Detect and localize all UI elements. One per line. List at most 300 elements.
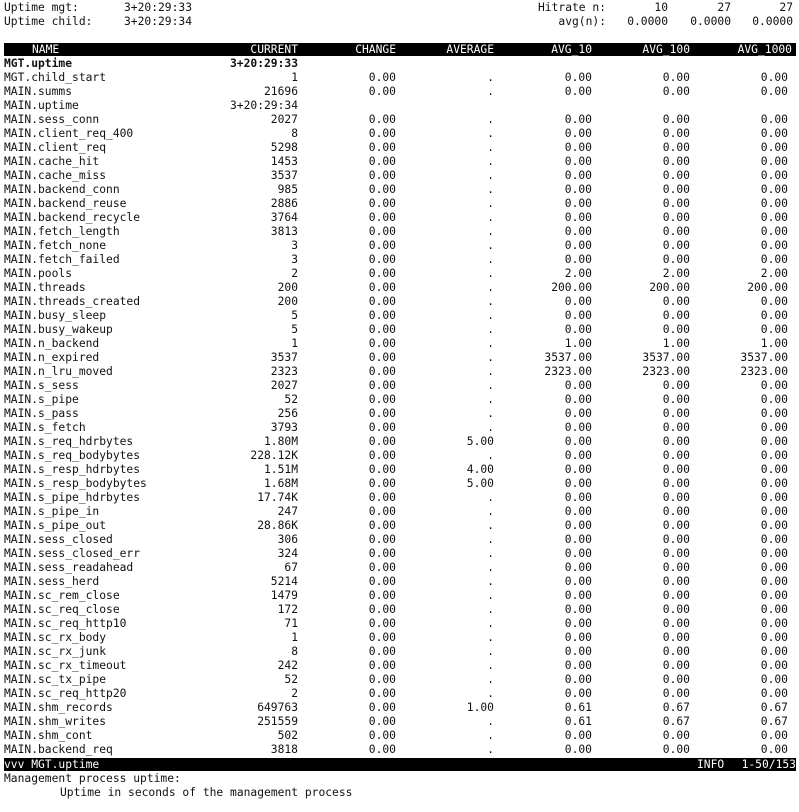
avg100-value: 0.00 xyxy=(662,505,690,518)
change-value: 0.00 xyxy=(368,449,396,462)
table-row[interactable] xyxy=(0,351,799,365)
table-row[interactable] xyxy=(0,197,799,211)
avg10-value: 0.00 xyxy=(564,197,592,210)
avg1000-value: 0.00 xyxy=(760,421,788,434)
hitrate-label: Hitrate n: xyxy=(537,1,606,14)
counter-name: MAIN.threads_created xyxy=(4,295,141,308)
avg1000-value: 0.00 xyxy=(760,589,788,602)
avg100-value: 0.00 xyxy=(662,617,690,630)
average-value: . xyxy=(487,323,494,336)
change-value: 0.00 xyxy=(368,239,396,252)
col-header-current: CURRENT xyxy=(250,43,298,56)
avg1000-value: 0.00 xyxy=(760,323,788,336)
change-value: 0.00 xyxy=(368,589,396,602)
counter-name: MAIN.s_pipe xyxy=(4,393,79,406)
current-value: 67 xyxy=(284,561,298,574)
counter-name: MAIN.s_pass xyxy=(4,407,79,420)
table-row[interactable] xyxy=(0,99,799,113)
avg10-value: 200.00 xyxy=(551,281,592,294)
change-value: 0.00 xyxy=(368,631,396,644)
avg10-value: 0.00 xyxy=(564,113,592,126)
avg1000-value: 0.00 xyxy=(760,239,788,252)
table-row[interactable] xyxy=(0,435,799,449)
change-value: 0.00 xyxy=(368,267,396,280)
current-value: 228.12K xyxy=(250,449,298,462)
table-row[interactable] xyxy=(0,393,799,407)
current-value: 1 xyxy=(291,631,298,644)
change-value: 0.00 xyxy=(368,687,396,700)
col-header-change: CHANGE xyxy=(355,43,396,56)
avg1000-value: 0.00 xyxy=(760,155,788,168)
counter-name: MAIN.shm_writes xyxy=(4,715,107,728)
avg10-value: 0.00 xyxy=(564,589,592,602)
avg1000-value: 0.00 xyxy=(760,491,788,504)
counter-name: MAIN.fetch_failed xyxy=(4,253,120,266)
table-row[interactable] xyxy=(0,701,799,715)
avg1000-value: 0.00 xyxy=(760,393,788,406)
table-row[interactable] xyxy=(0,365,799,379)
change-value: 0.00 xyxy=(368,155,396,168)
avg10-value: 0.00 xyxy=(564,631,592,644)
counter-name: MAIN.s_req_bodybytes xyxy=(4,449,141,462)
avg100-value: 0.00 xyxy=(662,631,690,644)
change-value: 0.00 xyxy=(368,323,396,336)
table-row[interactable] xyxy=(0,715,799,729)
avg100-value: 0.00 xyxy=(662,309,690,322)
current-value: 3537 xyxy=(270,169,298,182)
table-row[interactable] xyxy=(0,211,799,225)
current-value: 3 xyxy=(291,239,298,252)
counter-name: MAIN.s_resp_bodybytes xyxy=(4,477,147,490)
current-value: 2027 xyxy=(270,379,298,392)
change-value: 0.00 xyxy=(368,519,396,532)
avg10-value: 0.00 xyxy=(564,253,592,266)
avg10-value: 0.00 xyxy=(564,729,592,742)
change-value: 0.00 xyxy=(368,603,396,616)
counter-name: MAIN.sc_req_close xyxy=(4,603,120,616)
counter-name: MAIN.threads xyxy=(4,281,86,294)
average-value: . xyxy=(487,225,494,238)
table-row[interactable] xyxy=(0,505,799,519)
table-row[interactable] xyxy=(0,603,799,617)
counter-name: MAIN.s_pipe_out xyxy=(4,519,107,532)
table-row[interactable] xyxy=(0,687,799,701)
uptime-child-value: 3+20:29:34 xyxy=(124,15,193,28)
counter-name: MGT.child_start xyxy=(4,71,107,84)
current-value: 3+20:29:34 xyxy=(229,99,298,112)
avg100-value: 0.00 xyxy=(662,533,690,546)
counter-name: MAIN.sess_herd xyxy=(4,575,100,588)
table-row[interactable] xyxy=(0,239,799,253)
change-value: 0.00 xyxy=(368,477,396,490)
table-row[interactable] xyxy=(0,421,799,435)
table-row[interactable] xyxy=(0,155,799,169)
change-value: 0.00 xyxy=(368,295,396,308)
avg100-value: 0.00 xyxy=(662,239,690,252)
avg10-value: 0.00 xyxy=(564,533,592,546)
counter-name: MAIN.n_lru_moved xyxy=(4,365,113,378)
col-header-avg1000: AVG_1000 xyxy=(737,43,792,56)
table-row[interactable] xyxy=(0,533,799,547)
table-row[interactable] xyxy=(0,575,799,589)
current-value: 5298 xyxy=(270,141,298,154)
table-row[interactable] xyxy=(0,561,799,575)
average-value: . xyxy=(487,379,494,392)
avg10-value: 0.00 xyxy=(564,435,592,448)
current-value: 1.80M xyxy=(263,435,298,448)
avg1000-value: 0.00 xyxy=(760,169,788,182)
avg100-value: 0.00 xyxy=(662,561,690,574)
table-row[interactable] xyxy=(0,463,799,477)
avg-value-1: 0.0000 xyxy=(627,15,668,28)
avg10-value: 2.00 xyxy=(564,267,592,280)
average-value: . xyxy=(487,169,494,182)
avg100-value: 0.00 xyxy=(662,519,690,532)
table-row[interactable] xyxy=(0,547,799,561)
table-row[interactable] xyxy=(0,729,799,743)
counter-name: MAIN.sc_rem_close xyxy=(4,589,120,602)
table-row[interactable] xyxy=(0,183,799,197)
avg1000-value: 0.00 xyxy=(760,463,788,476)
avg10-value: 0.00 xyxy=(564,393,592,406)
table-row[interactable] xyxy=(0,379,799,393)
average-value: . xyxy=(487,155,494,168)
avg10-value: 0.00 xyxy=(564,127,592,140)
counter-name: MAIN.s_pipe_hdrbytes xyxy=(4,491,141,504)
avg1000-value: 0.00 xyxy=(760,407,788,420)
average-value: . xyxy=(487,603,494,616)
avg100-value: 0.00 xyxy=(662,141,690,154)
avg10-value: 0.00 xyxy=(564,477,592,490)
avg10-value: 0.00 xyxy=(564,547,592,560)
counter-name: MAIN.n_backend xyxy=(4,337,100,350)
average-value: . xyxy=(487,519,494,532)
avg100-value: 0.00 xyxy=(662,547,690,560)
average-value: . xyxy=(487,491,494,504)
avg1000-value: 2.00 xyxy=(760,267,788,280)
avg1000-value: 0.00 xyxy=(760,379,788,392)
average-value: . xyxy=(487,141,494,154)
counter-name: MAIN.sc_rx_timeout xyxy=(4,659,127,672)
table-row[interactable] xyxy=(0,449,799,463)
avg100-value: 0.00 xyxy=(662,295,690,308)
current-value: 247 xyxy=(277,505,298,518)
avg1000-value: 0.00 xyxy=(760,477,788,490)
change-value: 0.00 xyxy=(368,211,396,224)
average-value: . xyxy=(487,351,494,364)
table-row[interactable] xyxy=(0,519,799,533)
avg1000-value: 0.00 xyxy=(760,743,788,756)
current-value: 200 xyxy=(277,281,298,294)
avg1000-value: 0.00 xyxy=(760,183,788,196)
avg1000-value: 0.00 xyxy=(760,603,788,616)
avg10-value: 0.00 xyxy=(564,505,592,518)
change-value: 0.00 xyxy=(368,575,396,588)
current-value: 306 xyxy=(277,533,298,546)
counter-name: MAIN.client_req xyxy=(4,141,107,154)
change-value: 0.00 xyxy=(368,491,396,504)
change-value: 0.00 xyxy=(368,253,396,266)
avg10-value: 0.00 xyxy=(564,449,592,462)
hitrate-value-3: 27 xyxy=(779,1,793,14)
avg1000-value: 0.00 xyxy=(760,659,788,672)
row-range: 1-50/153 xyxy=(741,758,796,771)
table-row[interactable] xyxy=(0,337,799,351)
table-row[interactable] xyxy=(0,71,799,85)
change-value: 0.00 xyxy=(368,701,396,714)
avg100-value: 200.00 xyxy=(649,281,690,294)
col-header-avg100: AVG_100 xyxy=(642,43,690,56)
average-value: . xyxy=(487,631,494,644)
current-value: 52 xyxy=(284,673,298,686)
avg10-value: 0.00 xyxy=(564,519,592,532)
avg100-value: 0.00 xyxy=(662,393,690,406)
change-value: 0.00 xyxy=(368,113,396,126)
current-value: 502 xyxy=(277,729,298,742)
current-value: 1453 xyxy=(270,155,298,168)
counter-name: MAIN.client_req_400 xyxy=(4,127,134,140)
avg1000-value: 0.00 xyxy=(760,85,788,98)
avg10-value: 0.00 xyxy=(564,491,592,504)
counter-name: MAIN.s_pipe_in xyxy=(4,505,100,518)
table-row[interactable] xyxy=(0,673,799,687)
change-value: 0.00 xyxy=(368,379,396,392)
avg100-value: 0.00 xyxy=(662,575,690,588)
current-value: 242 xyxy=(277,659,298,672)
change-value: 0.00 xyxy=(368,729,396,742)
change-value: 0.00 xyxy=(368,393,396,406)
current-value: 256 xyxy=(277,407,298,420)
avg100-value: 0.00 xyxy=(662,687,690,700)
avg100-value: 0.00 xyxy=(662,743,690,756)
average-value: . xyxy=(487,127,494,140)
change-value: 0.00 xyxy=(368,505,396,518)
avg1000-value: 0.00 xyxy=(760,631,788,644)
change-value: 0.00 xyxy=(368,183,396,196)
change-value: 0.00 xyxy=(368,337,396,350)
avg100-value: 0.00 xyxy=(662,729,690,742)
current-value: 3764 xyxy=(270,211,298,224)
current-value: 8 xyxy=(291,127,298,140)
table-row[interactable] xyxy=(0,85,799,99)
average-value: . xyxy=(487,547,494,560)
table-row[interactable] xyxy=(0,113,799,127)
counter-name: MAIN.cache_miss xyxy=(4,169,107,182)
counter-name: MAIN.sc_rx_body xyxy=(4,631,107,644)
avg10-value: 0.00 xyxy=(564,463,592,476)
current-value: 2 xyxy=(291,267,298,280)
avg10-value: 2323.00 xyxy=(544,365,592,378)
current-value: 8 xyxy=(291,645,298,658)
avg100-value: 0.00 xyxy=(662,435,690,448)
change-value: 0.00 xyxy=(368,617,396,630)
avg1000-value: 0.00 xyxy=(760,225,788,238)
avg1000-value: 3537.00 xyxy=(740,351,788,364)
current-value: 2 xyxy=(291,687,298,700)
avg1000-value: 0.00 xyxy=(760,113,788,126)
average-value: . xyxy=(487,687,494,700)
average-value: . xyxy=(487,743,494,756)
avg10-value: 0.00 xyxy=(564,421,592,434)
avg10-value: 0.00 xyxy=(564,561,592,574)
table-row[interactable] xyxy=(0,407,799,421)
change-value: 0.00 xyxy=(368,435,396,448)
counter-table[interactable] xyxy=(0,57,799,757)
avg1000-value: 0.00 xyxy=(760,561,788,574)
avg100-value: 0.67 xyxy=(662,715,690,728)
table-row[interactable] xyxy=(0,323,799,337)
avg10-value: 0.61 xyxy=(564,715,592,728)
table-row[interactable] xyxy=(0,57,799,71)
col-header-average: AVERAGE xyxy=(446,43,494,56)
change-value: 0.00 xyxy=(368,547,396,560)
average-value: . xyxy=(487,393,494,406)
counter-name: MAIN.shm_cont xyxy=(4,729,93,742)
table-row[interactable] xyxy=(0,477,799,491)
table-row[interactable] xyxy=(0,491,799,505)
change-value: 0.00 xyxy=(368,197,396,210)
change-value: 0.00 xyxy=(368,561,396,574)
table-row[interactable] xyxy=(0,589,799,603)
current-value: 172 xyxy=(277,603,298,616)
hitrate-value-1: 10 xyxy=(654,1,668,14)
avg10-value: 0.00 xyxy=(564,659,592,672)
change-value: 0.00 xyxy=(368,351,396,364)
counter-name: MAIN.fetch_length xyxy=(4,225,120,238)
avg10-value: 0.00 xyxy=(564,85,592,98)
table-row[interactable] xyxy=(0,141,799,155)
current-value: 985 xyxy=(277,183,298,196)
avg1000-value: 0.00 xyxy=(760,519,788,532)
avg10-value: 3537.00 xyxy=(544,351,592,364)
avg1000-value: 0.00 xyxy=(760,617,788,630)
change-value: 0.00 xyxy=(368,533,396,546)
change-value: 0.00 xyxy=(368,365,396,378)
avg100-value: 0.00 xyxy=(662,113,690,126)
avg100-value: 0.00 xyxy=(662,127,690,140)
counter-name: MAIN.s_resp_hdrbytes xyxy=(4,463,141,476)
current-value: 71 xyxy=(284,617,298,630)
average-value: . xyxy=(487,715,494,728)
counter-name: MAIN.cache_hit xyxy=(4,155,100,168)
avg100-value: 0.00 xyxy=(662,169,690,182)
average-value: . xyxy=(487,365,494,378)
avg10-value: 0.00 xyxy=(564,71,592,84)
current-value: 3+20:29:33 xyxy=(229,57,298,70)
avg100-value: 2.00 xyxy=(662,267,690,280)
change-value: 0.00 xyxy=(368,715,396,728)
avg1000-value: 0.00 xyxy=(760,435,788,448)
selected-counter-indicator: vvv MGT.uptime xyxy=(4,758,100,771)
table-row[interactable] xyxy=(0,225,799,239)
change-value: 0.00 xyxy=(368,127,396,140)
average-value: 5.00 xyxy=(466,435,494,448)
avg100-value: 0.00 xyxy=(662,211,690,224)
description-title: Management process uptime: xyxy=(4,772,181,785)
table-row[interactable] xyxy=(0,309,799,323)
change-value: 0.00 xyxy=(368,407,396,420)
uptime-child-label: Uptime child: xyxy=(4,15,93,28)
avg1000-value: 0.00 xyxy=(760,449,788,462)
table-row[interactable] xyxy=(0,127,799,141)
current-value: 28.86K xyxy=(257,519,298,532)
avg1000-value: 0.00 xyxy=(760,211,788,224)
change-value: 0.00 xyxy=(368,281,396,294)
avg100-value: 0.00 xyxy=(662,197,690,210)
avg100-value: 3537.00 xyxy=(642,351,690,364)
table-row[interactable] xyxy=(0,169,799,183)
average-value: . xyxy=(487,729,494,742)
avg100-value: 0.00 xyxy=(662,463,690,476)
average-value: . xyxy=(487,239,494,252)
counter-name: MAIN.shm_records xyxy=(4,701,113,714)
avg100-value: 0.00 xyxy=(662,407,690,420)
counter-name: MAIN.sc_tx_pipe xyxy=(4,673,107,686)
counter-name: MGT.uptime xyxy=(4,57,73,70)
change-value: 0.00 xyxy=(368,309,396,322)
current-value: 3813 xyxy=(270,225,298,238)
change-value: 0.00 xyxy=(368,169,396,182)
current-value: 1.68M xyxy=(263,477,298,490)
average-value: . xyxy=(487,281,494,294)
avg10-value: 0.00 xyxy=(564,183,592,196)
current-value: 649763 xyxy=(257,701,298,714)
change-value: 0.00 xyxy=(368,673,396,686)
avg10-value: 0.00 xyxy=(564,645,592,658)
table-row[interactable] xyxy=(0,743,799,757)
avg1000-value: 0.00 xyxy=(760,505,788,518)
table-row[interactable] xyxy=(0,617,799,631)
current-value: 324 xyxy=(277,547,298,560)
average-value: . xyxy=(487,421,494,434)
counter-name: MAIN.sess_readahead xyxy=(4,561,134,574)
avg1000-value: 0.00 xyxy=(760,547,788,560)
average-value: . xyxy=(487,113,494,126)
avg1000-value: 0.00 xyxy=(760,295,788,308)
status-bar xyxy=(4,758,796,771)
table-row[interactable] xyxy=(0,267,799,281)
avg10-value: 0.00 xyxy=(564,743,592,756)
avg100-value: 0.00 xyxy=(662,183,690,196)
col-header-avg10: AVG_10 xyxy=(551,43,592,56)
counter-name: MAIN.backend_reuse xyxy=(4,197,127,210)
average-value: . xyxy=(487,617,494,630)
avg100-value: 1.00 xyxy=(662,337,690,350)
current-value: 3537 xyxy=(270,351,298,364)
table-row[interactable] xyxy=(0,631,799,645)
table-row[interactable] xyxy=(0,645,799,659)
table-row[interactable] xyxy=(0,281,799,295)
avg10-value: 0.00 xyxy=(564,575,592,588)
counter-name: MAIN.sess_closed_err xyxy=(4,547,141,560)
avg1000-value: 0.00 xyxy=(760,645,788,658)
table-row[interactable] xyxy=(0,253,799,267)
avg10-value: 0.00 xyxy=(564,687,592,700)
uptime-mgt-value: 3+20:29:33 xyxy=(124,1,193,14)
col-header-name: NAME xyxy=(32,43,60,56)
average-value: . xyxy=(487,85,494,98)
verbosity-level: INFO xyxy=(697,758,725,771)
avg10-value: 0.00 xyxy=(564,603,592,616)
average-value: . xyxy=(487,673,494,686)
average-value: . xyxy=(487,309,494,322)
table-row[interactable] xyxy=(0,659,799,673)
avg100-value: 0.00 xyxy=(662,659,690,672)
current-value: 2323 xyxy=(270,365,298,378)
current-value: 52 xyxy=(284,393,298,406)
current-value: 200 xyxy=(277,295,298,308)
table-row[interactable] xyxy=(0,295,799,309)
